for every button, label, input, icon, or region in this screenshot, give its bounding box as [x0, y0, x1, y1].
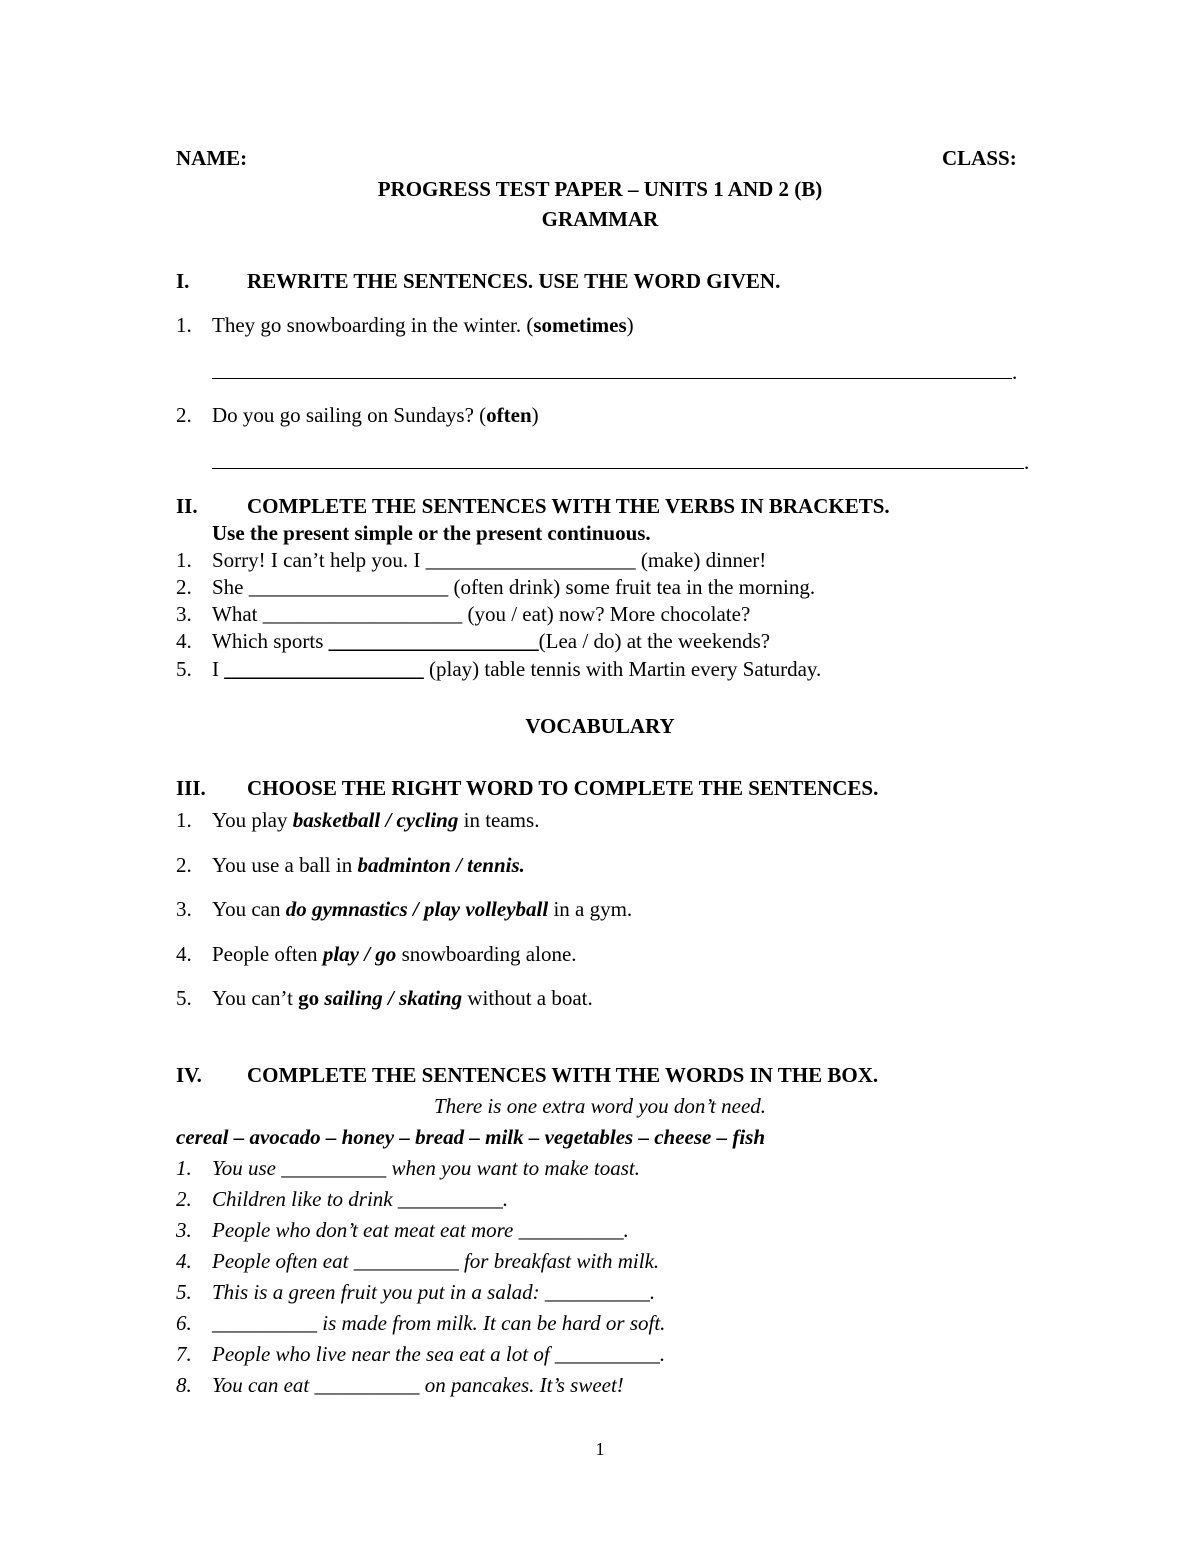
item-after: in teams. [458, 808, 540, 832]
item-number: 1. [176, 1156, 192, 1180]
item-before: You can [212, 897, 286, 921]
item-number: 3. [176, 602, 192, 626]
name-label: NAME: [176, 146, 248, 170]
grammar-heading: GRAMMAR [541, 207, 659, 231]
page-number: 1 [595, 1439, 605, 1459]
item-text[interactable]: People who don’t eat meat eat more __________. [212, 1218, 629, 1242]
word-choice[interactable]: sailing / skating [324, 986, 463, 1010]
item-text[interactable]: This is a green fruit you put in a salad: __________. [212, 1280, 656, 1304]
item-number: 7. [176, 1342, 192, 1366]
item-text [212, 601, 750, 627]
item-after: (often drink) some fruit tea in the morning. [448, 575, 816, 599]
item-before: You use a ball in [212, 853, 358, 877]
word-choice[interactable]: basketball / cycling [292, 808, 459, 832]
section3-numeral: III. [176, 776, 206, 800]
item-number: 8. [176, 1373, 192, 1397]
item-after: (you / eat) now? More chocolate? [462, 602, 751, 626]
item-before: You play [212, 808, 293, 832]
answer-line-1[interactable] [212, 378, 1012, 379]
item-number: 5. [176, 986, 192, 1010]
item-before: I [212, 657, 225, 681]
answer-blank[interactable]: ___________________ [262, 602, 463, 626]
item-before: Sorry! I can’t help you. I [212, 548, 426, 572]
given-word: sometimes [533, 313, 627, 337]
item-text[interactable]: You can eat __________ on pancakes. It’s sweet! [212, 1373, 624, 1397]
item-number: 4. [176, 629, 192, 653]
item-number: 2. [176, 1187, 192, 1211]
section4-title: COMPLETE THE SENTENCES WITH THE WORDS IN THE BOX. [247, 1063, 879, 1087]
section4-note: There is one extra word you don’t need. [433, 1094, 767, 1118]
section1-numeral: I. [176, 269, 190, 293]
given-word: often [486, 403, 532, 427]
item-text[interactable]: __________ is made from milk. It can be hard or soft. [212, 1311, 666, 1335]
item-prompt: Do you go sailing on Sundays? ( [212, 403, 487, 427]
answer-blank[interactable]: ____________________ [328, 629, 539, 653]
section2-subtitle: Use the present simple or the present continuous. [212, 521, 651, 545]
item-before: People often [212, 942, 323, 966]
item-text[interactable]: Children like to drink __________. [212, 1187, 509, 1211]
vocabulary-heading: VOCABULARY [525, 714, 675, 738]
item-number: 4. [176, 942, 192, 966]
item-text [212, 547, 766, 573]
item-text [212, 896, 632, 922]
item-text [212, 574, 815, 600]
item-number: 5. [176, 657, 192, 681]
item-text[interactable]: You use __________ when you want to make toast. [212, 1156, 640, 1180]
item-after: snowboarding alone. [396, 942, 577, 966]
item-text [212, 941, 577, 967]
item-text [212, 852, 525, 878]
item-verb: go [298, 986, 325, 1010]
item-before: She [212, 575, 249, 599]
item-text [212, 807, 539, 833]
page-title: PROGRESS TEST PAPER – UNITS 1 AND 2 (B) [377, 177, 823, 201]
item-text [212, 312, 634, 338]
item-close: ) [626, 313, 634, 337]
answer-blank[interactable]: ___________________ [248, 575, 449, 599]
item-after: without a boat. [462, 986, 593, 1010]
answer-blank[interactable]: ____________________ [425, 548, 636, 572]
word-box: cereal – avocado – honey – bread – milk – vegetables – cheese – fish [176, 1125, 766, 1149]
item-text [212, 985, 593, 1011]
section4-numeral: IV. [176, 1063, 202, 1087]
item-number: 1. [176, 548, 192, 572]
item-after: (play) table tennis with Martin every Saturday. [423, 657, 822, 681]
answer-line-2[interactable] [212, 468, 1024, 469]
item-close: ) [531, 403, 539, 427]
item-text[interactable]: People often eat __________ for breakfast with milk. [212, 1249, 660, 1273]
word-choice[interactable]: badminton / tennis. [357, 853, 525, 877]
item-prompt: They go snowboarding in the winter. ( [212, 313, 534, 337]
section2-title: COMPLETE THE SENTENCES WITH THE VERBS IN BRACKETS. [247, 494, 890, 518]
word-choice[interactable]: play / go [322, 942, 397, 966]
item-text [212, 628, 770, 654]
item-number: 1. [176, 313, 192, 337]
item-after: (Lea / do) at the weekends? [538, 629, 771, 653]
item-number: 2. [176, 853, 192, 877]
item-number: 5. [176, 1280, 192, 1304]
word-choice[interactable]: do gymnastics / play volleyball [285, 897, 549, 921]
item-before: You can’t [212, 986, 299, 1010]
item-before: What [212, 602, 263, 626]
item-after: (make) dinner! [635, 548, 767, 572]
answer-blank[interactable]: ___________________ [224, 657, 424, 681]
section3-title: CHOOSE THE RIGHT WORD TO COMPLETE THE SENTENCES. [247, 776, 879, 800]
answer-end-1: . [1012, 360, 1018, 384]
item-text [212, 402, 539, 428]
item-number: 3. [176, 1218, 192, 1242]
item-number: 1. [176, 808, 192, 832]
item-before: Which sports [212, 629, 329, 653]
class-label: CLASS: [942, 146, 1017, 170]
answer-end-2: . [1024, 450, 1030, 474]
item-number: 4. [176, 1249, 192, 1273]
item-text[interactable]: People who live near the sea eat a lot of __________. [212, 1342, 666, 1366]
item-number: 2. [176, 403, 192, 427]
item-number: 2. [176, 575, 192, 599]
item-number: 3. [176, 897, 192, 921]
item-number: 6. [176, 1311, 192, 1335]
section1-title: REWRITE THE SENTENCES. USE THE WORD GIVEN. [247, 269, 781, 293]
section2-numeral: II. [176, 494, 198, 518]
item-after: in a gym. [548, 897, 633, 921]
item-text [212, 656, 821, 682]
